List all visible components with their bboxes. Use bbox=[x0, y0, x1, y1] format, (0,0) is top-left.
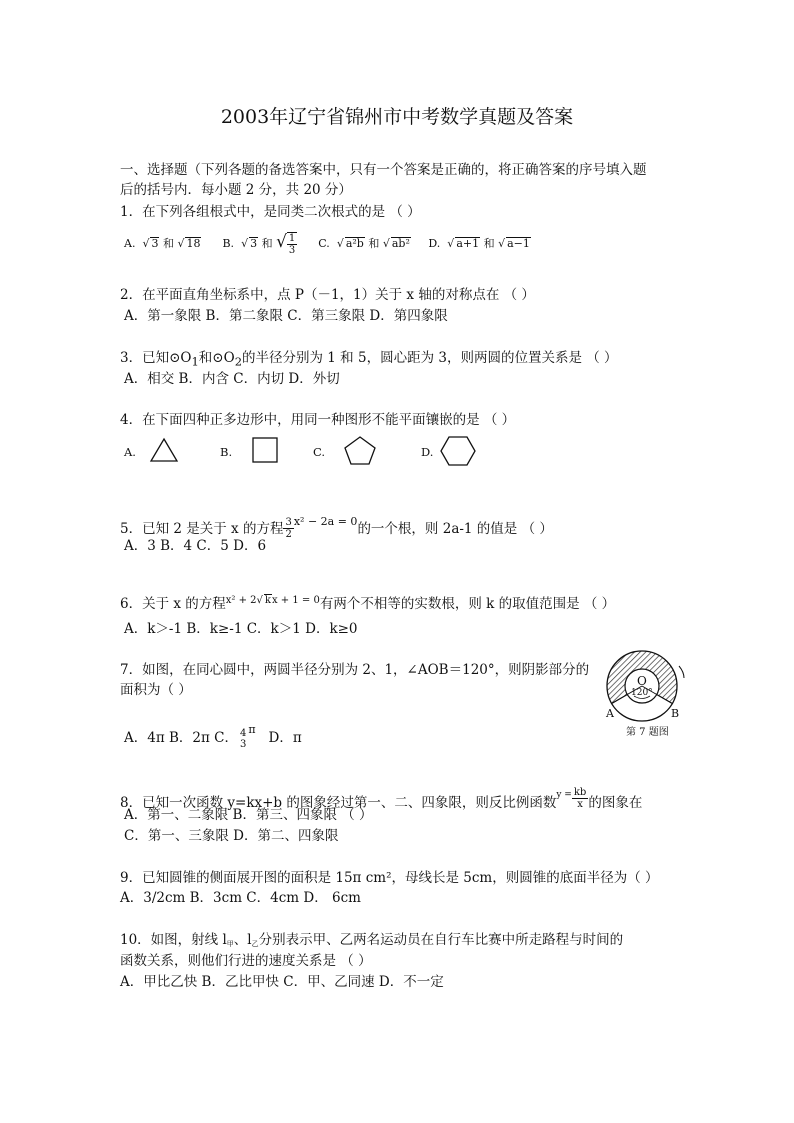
radical-sign: √ bbox=[276, 232, 287, 252]
q8-equation bbox=[556, 787, 588, 810]
q7-frac-num: 4 bbox=[240, 728, 247, 739]
q3-stem bbox=[120, 349, 618, 371]
q1-option-d-and: 和 bbox=[483, 237, 495, 250]
q10-subscript-1: 甲 bbox=[226, 940, 234, 948]
q3-subscript-2: 2 bbox=[234, 354, 243, 369]
q5-stem bbox=[120, 513, 553, 540]
q7-frac-den: 3 bbox=[240, 739, 247, 750]
q1-option-d-expr1: a+1 bbox=[456, 237, 480, 250]
figure-label-b: B bbox=[671, 707, 680, 720]
q4-option-b-label: B. bbox=[220, 445, 233, 459]
q4-stem: 4．在下面四种正多边形中，用同一种图形不能平面镶嵌的是 （ ） bbox=[120, 412, 516, 428]
q8-stem-part2: 的图象在 bbox=[588, 795, 643, 811]
square-shape bbox=[252, 437, 280, 463]
q6-stem-part1: 6．关于 x 的方程 bbox=[120, 596, 226, 612]
q1-option-b-expr1: 3 bbox=[250, 237, 258, 250]
q10-subscript-2: 乙 bbox=[251, 940, 259, 948]
section-heading-line2: 后的括号内．每小题 2 分，共 20 分） bbox=[120, 182, 352, 198]
q10-stem-line1 bbox=[120, 931, 623, 953]
q3-stem-part1: 3．已知⊙O bbox=[120, 350, 192, 366]
q9-stem: 9．已知圆锥的侧面展开图的面积是 15π cm²，母线长是 5cm，则圆锥的底面半径为（ ） bbox=[120, 870, 659, 886]
q5-eq-rest: x² − 2a = 0 bbox=[293, 515, 358, 528]
q10-stem-line2: 函数关系，则他们行进的速度关系是 （ ） bbox=[120, 953, 372, 969]
q3-options: A．相交 B．内含 C．内切 D．外切 bbox=[124, 371, 340, 387]
radical-sign: √ bbox=[447, 237, 455, 250]
q1-option-b-label: B. bbox=[222, 237, 235, 250]
radical-sign: √ bbox=[498, 237, 506, 250]
q1-option-c-expr1: a²b bbox=[345, 237, 364, 250]
q1-option-b-fraction bbox=[287, 232, 297, 256]
q1-option-b-den: 3 bbox=[288, 245, 296, 256]
q10-options: A．甲比乙快 B．乙比甲快 C．甲、乙同速 D．不一定 bbox=[120, 974, 444, 990]
q10-stem-part3: 分别表示甲、乙两名运动员在自行车比赛中所走路程与时间的 bbox=[258, 932, 624, 948]
q1-option-a-and: 和 bbox=[162, 237, 174, 250]
q1-option-b-num: 1 bbox=[288, 233, 296, 244]
q1-option-d-label: D. bbox=[428, 237, 441, 250]
q7-stem-line1: 7．如图，在同心圆中，两圆半径分别为 2、1，∠AOB＝120°，则阴影部分的 bbox=[120, 662, 590, 678]
q8-stem-part1: 8．已知一次函数 y=kx+b 的图象经过第一、二、四象限，则反比例函数 bbox=[120, 795, 557, 811]
q5-stem-part2: 的一个根，则 2a-1 的值是 （ ） bbox=[357, 521, 553, 537]
q7-options-part2: D．π bbox=[268, 730, 302, 746]
q1-option-d-expr2: a−1 bbox=[507, 237, 530, 250]
q1-option-a-expr2: 18 bbox=[186, 237, 201, 250]
q6-equation bbox=[226, 595, 320, 606]
q2-options: A．第一象限 B．第二象限 C．第三象限 D．第四象限 bbox=[124, 308, 448, 324]
q6-options: A．k＞-1 B．k≥-1 C．k＞1 D．k≥0 bbox=[124, 621, 358, 637]
figure-label-o: O bbox=[637, 674, 647, 688]
triangle-shape bbox=[150, 437, 180, 463]
q1-options bbox=[124, 232, 531, 256]
page-title: 2003年辽宁省锦州市中考数学真题及答案 bbox=[220, 106, 574, 128]
q3-stem-part2: 和⊙O bbox=[198, 350, 235, 366]
q1-option-b-and: 和 bbox=[261, 237, 273, 250]
hexagon-shape bbox=[440, 436, 478, 466]
radical-sign: √ bbox=[142, 237, 150, 250]
q1-option-a-expr1: 3 bbox=[151, 237, 159, 250]
q4-option-a-label: A. bbox=[124, 445, 136, 459]
q8-options-line2: C．第一、三象限 D．第二、四象限 bbox=[124, 828, 339, 844]
q7-stem-line2: 面积为（ ） bbox=[120, 682, 192, 698]
q10-stem-part2: 、l bbox=[233, 932, 252, 948]
radical-sign: √ bbox=[177, 237, 185, 250]
q7-options bbox=[124, 721, 302, 750]
q5-eq-den: 2 bbox=[285, 529, 292, 540]
section-heading-line1: 一、选择题（下列各题的备选答案中，只有一个答案是正确的，将正确答案的序号填入题 bbox=[120, 162, 647, 178]
q5-eq-num: 3 bbox=[285, 517, 292, 528]
q8-options-line1: A．第一、二象限 B．第三、四象限 （ ） bbox=[124, 807, 373, 823]
q10-stem-part1: 10．如图，射线 l bbox=[120, 932, 227, 948]
q8-eq-num: kb bbox=[573, 787, 587, 798]
figure-caption: 第 7 题图 bbox=[626, 727, 669, 738]
radical-sign: √ bbox=[241, 237, 249, 250]
q5-equation bbox=[283, 515, 358, 540]
q1-option-a-label: A. bbox=[124, 237, 136, 250]
q8-eq-den: x bbox=[577, 799, 583, 810]
q7-frac-pi: π bbox=[248, 723, 256, 736]
radical-sign: √ bbox=[382, 237, 390, 250]
q6-eq-radicand: k bbox=[264, 595, 271, 606]
q3-subscript-1: 1 bbox=[191, 354, 199, 369]
q4-option-d-label: D. bbox=[421, 445, 434, 459]
radical-sign: √ bbox=[336, 237, 344, 250]
radical-sign: √ bbox=[256, 595, 263, 606]
figure-label-a: A bbox=[606, 707, 614, 720]
q5-options: A．3 B．4 C．5 D．6 bbox=[124, 538, 267, 554]
q3-stem-part3: 的半径分别为 1 和 5，圆心距为 3，则两圆的位置关系是 （ ） bbox=[242, 350, 618, 366]
q2-stem: 2．在平面直角坐标系中，点 P（－1，1）关于 x 轴的对称点在 （ ） bbox=[120, 287, 535, 303]
pentagon-shape bbox=[344, 436, 378, 466]
q6-eq-part2: x + 1 = 0 bbox=[271, 595, 320, 606]
q1-option-c-and: 和 bbox=[368, 237, 380, 250]
q7-options-part1: A．4π B．2π C． bbox=[124, 730, 239, 746]
q6-eq-part1: x² + 2 bbox=[225, 595, 257, 606]
q1-option-c-label: C. bbox=[318, 237, 330, 250]
q1-option-c-expr2: ab² bbox=[391, 237, 410, 250]
q5-stem-part1: 5．已知 2 是关于 x 的方程 bbox=[120, 521, 284, 537]
q9-options: A．3/2cm B．3cm C．4cm D． 6cm bbox=[120, 890, 361, 906]
q6-stem-part2: 有两个不相等的实数根，则 k 的取值范围是 （ ） bbox=[319, 596, 616, 612]
q1-stem: 1．在下列各组根式中，是同类二次根式的是 （ ） bbox=[120, 204, 421, 220]
q8-eq-y: y = bbox=[556, 790, 572, 800]
q4-option-c-label: C. bbox=[313, 445, 326, 459]
figure-label-angle: 120° bbox=[631, 688, 653, 698]
q6-stem bbox=[120, 592, 615, 613]
